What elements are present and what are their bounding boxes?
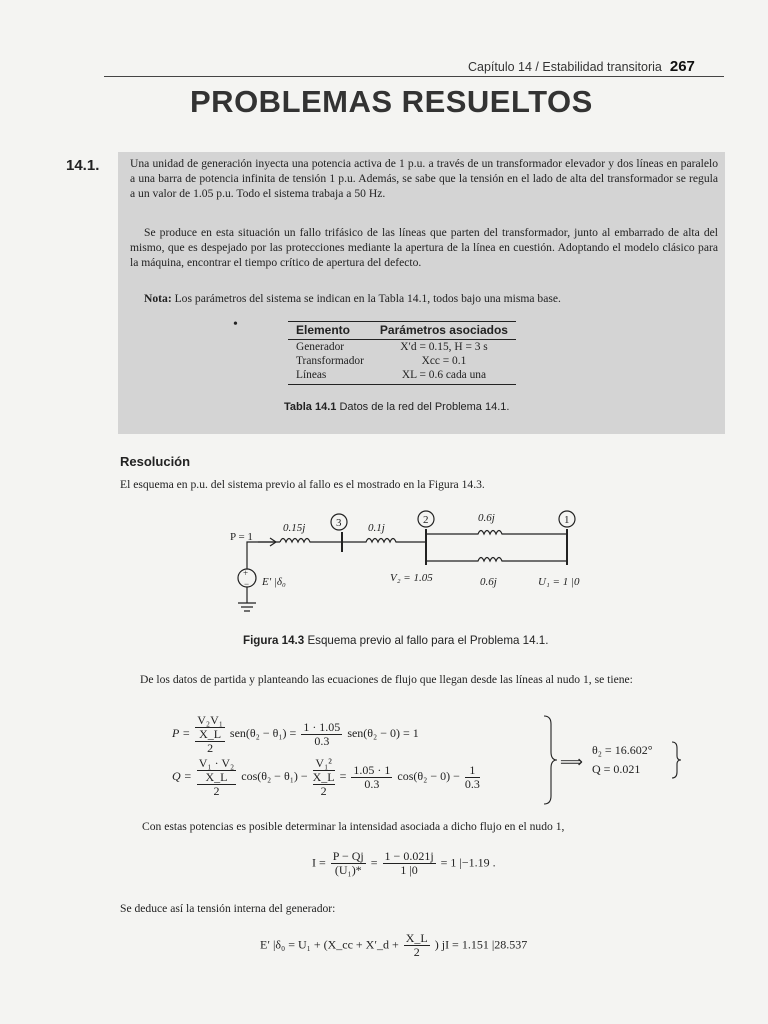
eq-i-den: (U₁)* (334, 863, 362, 877)
table-cell: XL = 0.6 cada una (372, 368, 516, 385)
eq-q-fraction-3 (351, 764, 392, 791)
eq-i-dot: . (492, 855, 496, 870)
note-text: Los parámetros del sistema se indican en la Tabla 14.1, todos bajo una misma base. (171, 292, 561, 305)
u1-label: U₁ = 1 |0 (538, 576, 580, 588)
eq-i-num: P − Qj (332, 849, 364, 863)
plus-sign: + (243, 568, 249, 578)
problem-paragraph-1: Una unidad de generación inyecta una potencia activa de 1 p.u. a través de un transformador elevador y dos líneas en paralelo a una barra de potencia infinita de tensión 1 p.u. Además, se sabe que la tensión en el lado de alta del transformador se regula a un valor de 1.05 p.u. Todo el sistema trabaja a 50 Hz. (130, 157, 718, 200)
table-header-element: Elemento (288, 322, 372, 340)
parameters-table (288, 321, 516, 385)
stray-dot: • (233, 317, 238, 332)
ground-icon (238, 603, 256, 611)
eq-q-vnum: V₁² (313, 757, 335, 771)
result-brace (670, 740, 684, 780)
eq-q-num4: 1 (465, 764, 480, 778)
line-2-reactance-label: 0.6j (480, 576, 497, 588)
table-cell: Xcc = 0.1 (421, 355, 467, 367)
eq-i-fraction (331, 850, 366, 877)
circuit-diagram (220, 505, 600, 620)
eq-p-fraction-2 (301, 721, 342, 748)
equation-emf (260, 932, 527, 959)
gen-reactance-label: 0.15j (283, 522, 306, 534)
table-header-row (288, 322, 516, 340)
eq-i-den2: 1 |0 (400, 863, 418, 877)
eq-q-den2: 2 (213, 784, 220, 798)
header-rule (104, 76, 724, 77)
eq-p-num: V₂V₁ (197, 713, 223, 727)
minus-sign: − (244, 579, 250, 589)
line-1-reactance (426, 531, 567, 535)
eq-p-lhs: P = (172, 725, 191, 740)
v2-label: V₂ = 1.05 (390, 572, 433, 584)
eq-q-fraction-4 (465, 764, 480, 791)
eq-q-den3: 0.3 (364, 776, 380, 791)
figure-caption-label: Figura 14.3 (243, 634, 305, 647)
transformer-reactance-coil (342, 539, 426, 543)
problem-number: 14.1. (66, 157, 100, 174)
table-row (288, 368, 516, 385)
flow-intro-text: De los datos de partida y planteando las ecuaciones de flujo que llegan desde las líneas al nudo 1, se tiene: (140, 673, 633, 686)
problem-paragraph-2: Se produce en esta situación un fallo trifásico de las líneas que parten del transformador, junto al embarrado de alta del mismo, que es despejado por las protecciones mediante la apertura de la línea en cuestión. Adoptando el modelo clásico para la máquina, encontrar el tiempo crítico de apertura del defecto. (130, 226, 718, 269)
figure-caption (243, 634, 548, 647)
eq-i-fraction-2 (383, 850, 436, 877)
equation-current (312, 850, 496, 877)
table-caption-label: Tabla 14.1 (284, 401, 337, 413)
eq-p-fraction (195, 714, 225, 754)
eq-i-lhs: I = (312, 855, 326, 870)
section-title: PROBLEMAS RESUELTOS (190, 84, 593, 119)
problem-note (130, 292, 718, 307)
eq-q-vden2: 2 (320, 784, 327, 798)
transformer-reactance-label: 0.1j (368, 522, 385, 534)
eq-i-result: = 1 |−1.19 (440, 855, 490, 870)
intensity-intro-text: Con estas potencias es posible determinar la intensidad asociada a dicho flujo en el nudo 1, (142, 820, 565, 833)
eq-q-num3: 1.05 · 1 (353, 762, 391, 777)
eq-q-vden: X_L (312, 770, 335, 784)
eq-q-den: X_L (197, 771, 236, 785)
table-caption-text: Datos de la red del Problema 14.1. (336, 401, 510, 413)
table-cell: Generador (296, 341, 345, 353)
result-q: Q = 0.021 (592, 762, 641, 776)
eq-p-den2: 2 (207, 741, 214, 755)
implies-arrow: ⟹ (560, 754, 583, 771)
table-header-params: Parámetros asociados (372, 322, 516, 340)
figure-caption-text: Esquema previo al fallo para el Problema 14.1. (304, 634, 549, 647)
eq-q-den4: 0.3 (464, 776, 480, 791)
resolution-intro: El esquema en p.u. del sistema previo al fallo es el mostrado en la Figura 14.3. (120, 478, 485, 491)
eq-e-lhs: E′ |δ₀ = U₁ + (X_cc + X′_d + (260, 937, 399, 952)
eq-p-den: X_L (195, 728, 225, 742)
resolution-heading: Resolución (120, 454, 191, 469)
eq-p-den-b: 0.3 (314, 733, 330, 748)
eq-q-lhs: Q = (172, 768, 192, 783)
system-brace-right (540, 714, 560, 806)
node-3-label: 3 (336, 517, 342, 529)
eq-q-eq: = (339, 768, 347, 783)
table-row (288, 354, 516, 368)
eq-i-num2: 1 − 0.021j (384, 849, 434, 863)
page-number: 267 (669, 58, 695, 75)
eq-e-fraction (404, 932, 430, 959)
eq-q-fraction (197, 757, 236, 797)
table-row (288, 340, 516, 355)
table-caption (284, 401, 509, 413)
power-label: P = 1 (230, 531, 253, 543)
table-cell: Líneas (288, 368, 372, 385)
generator-wire (247, 542, 280, 569)
table-cell: X′d = 0.15, H = 3 s (400, 341, 488, 353)
eq-p-end: sen(θ₂ − 0) = 1 (347, 725, 419, 740)
chapter-title: Capítulo 14 / Estabilidad transitoria (468, 60, 662, 74)
internal-voltage-intro: Se deduce así la tensión interna del generador: (120, 902, 336, 915)
eq-p-mid: sen(θ₂ − θ₁) = (229, 725, 297, 740)
eq-q-mid: cos(θ₂ − θ₁) − (241, 768, 308, 783)
equation-q (172, 757, 482, 797)
eq-q-num: V₁ · V₂ (198, 756, 235, 770)
line-1-reactance-label: 0.6j (478, 512, 495, 524)
line-2-reactance (426, 558, 567, 562)
equation-p (172, 714, 419, 754)
gen-emf-label: E′ |δ₀ (262, 576, 286, 588)
eq-e-result: ) jI = 1.151 |28.537 (434, 937, 528, 952)
eq-q-v-fraction (313, 757, 335, 797)
node-1-label: 1 (564, 514, 570, 526)
running-header (468, 58, 695, 75)
table-cell: Transformador (296, 355, 364, 367)
eq-e-num: X_L (405, 931, 428, 945)
eq-p-num2: 1 · 1.05 (303, 719, 341, 734)
note-label: Nota: (144, 292, 172, 305)
generator-reactance-coil (280, 539, 342, 543)
eq-e-den: 2 (413, 945, 420, 959)
eq-i-eq: = (370, 855, 378, 870)
result-theta: θ₂ = 16.602° (592, 743, 653, 757)
node-2-label: 2 (423, 514, 429, 526)
eq-q-mid2: cos(θ₂ − 0) − (397, 768, 460, 783)
